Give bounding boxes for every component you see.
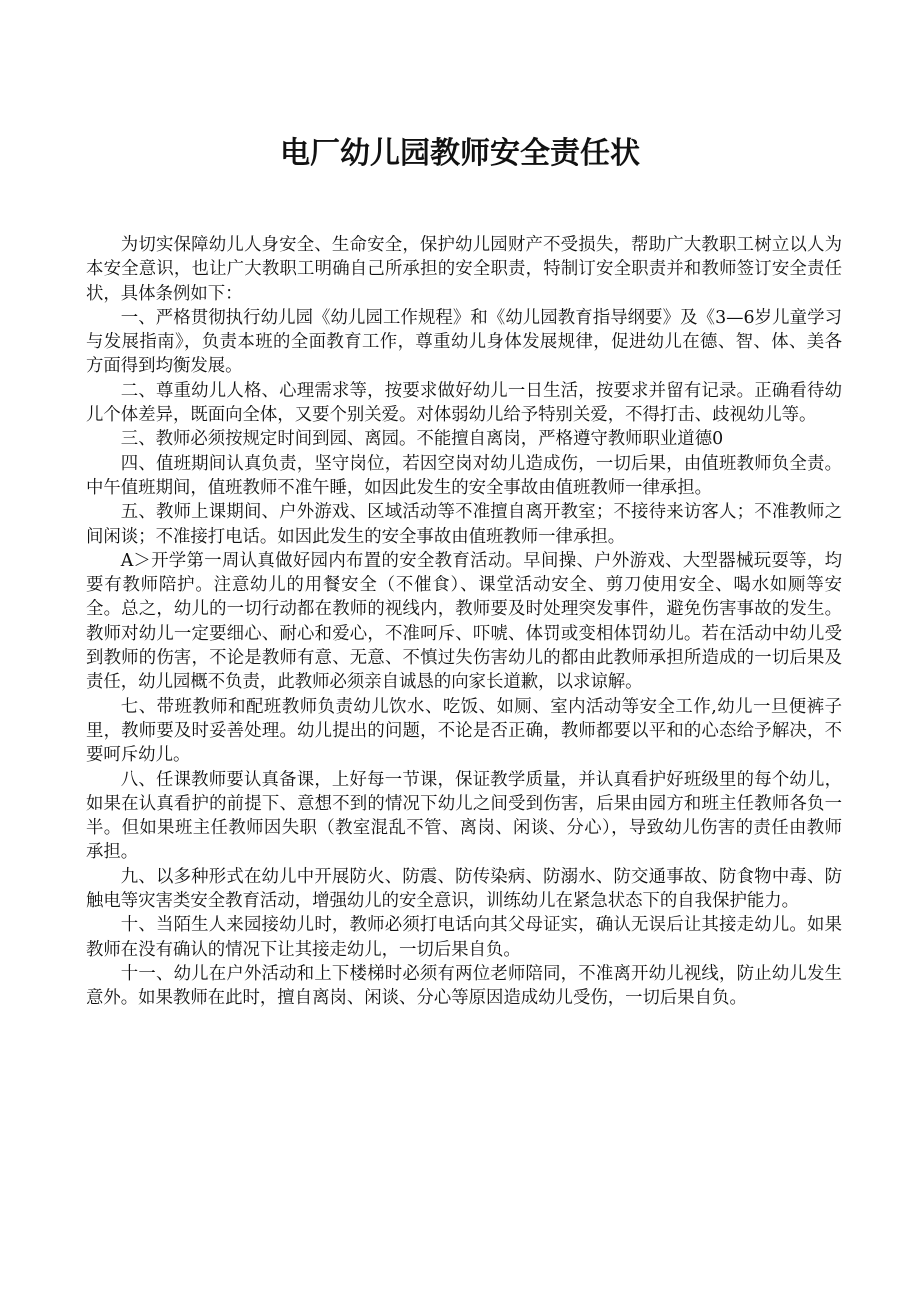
paragraph-10: 十、当陌生人来园接幼儿时，教师必须打电话向其父母证实，确认无误后让其接走幼儿。如果教师在没有确认的情况下让其接走幼儿，一切后果自负。 bbox=[86, 915, 842, 960]
paragraph-2: 二、尊重幼儿人格、心理需求等，按要求做好幼儿一日生活，按要求并留有记录。正确看待幼儿个体差异，既面向全体，又要个别关爱。对体弱幼儿给予特别关爱，不得打击、歧视幼儿等。 bbox=[86, 380, 842, 426]
paragraph-4: 四、值班期间认真负责，坚守岗位，若因空岗对幼儿造成伤，一切后果，由值班教师负全责。中午值班期间，值班教师不准午睡，如因此发生的安全事故由值班教师一律承担。 bbox=[86, 453, 842, 498]
paragraph-3: 三、教师必须按规定时间到园、离园。不能擅自离岗，严格遵守教师职业道德0 bbox=[120, 429, 724, 450]
paragraph-intro: 为切实保障幼儿人身安全、生命安全，保护幼儿园财产不受损失，帮助广大教职工树立以人为本安全意识，也让广大教职工明确自己所承担的安全职责，特制订安全职责并和教师签订安全责任状，具体条例如下： bbox=[86, 235, 842, 304]
paragraph-8: 八、任课教师要认真备课，上好每一节课，保证教学质量，并认真看护好班级里的每个幼儿，如果在认真看护的前提下、意想不到的情况下幼儿之间受到伤害，后果由园方和班主任教师各负一半。但如果班主任教师因失职（教室混乱不管、离岗、闲谈、分心），导致幼儿伤害的责任由教师承担。 bbox=[86, 769, 842, 863]
paragraph-9: 九、以多种形式在幼儿中开展防火、防震、防传染病、防溺水、防交通事故、防食物中毒、防触电等灾害类安全教育活动，增强幼儿的安全意识，训练幼儿在紧急状态下的自我保护能力。 bbox=[86, 866, 842, 912]
document-body bbox=[86, 233, 842, 1011]
paragraph-5: 五、教师上课期间、户外游戏、区域活动等不准擅自离开教室；不接待来访客人；不准教师之间闲谈；不准接打电话。如因此发生的安全事故由值班教师一律承担。 bbox=[86, 502, 842, 547]
paragraph-6: A＞开学第一周认真做好园内布置的安全教育活动。早间操、户外游戏、大型器械玩耍等，均要有教师陪护。注意幼儿的用餐安全（不催食）、课堂活动安全、剪刀使用安全、喝水如厕等安全。总之，幼儿的一切行动都在教师的视线内，教师要及时处理突发事件，避免伤害事故的发生。教师对幼儿一定要细心、耐心和爱心，不准呵斥、吓唬、体罚或变相体罚幼儿。若在活动中幼儿受到教师的伤害，不论是教师有意、无意、不慎过失伤害幼儿的都由此教师承担所造成的一切后果及责任，幼儿园概不负责，此教师必须亲自诚恳的向家长道歉，以求谅解。 bbox=[86, 550, 842, 693]
paragraph-1: 一、严格贯彻执行幼儿园《幼儿园工作规程》和《幼儿园教育指导纲要》及《3—6岁儿童学习与发展指南》，负责本班的全面教育工作，尊重幼儿身体发展规律，促进幼儿在德、智、体、美各方面得到均衡发展。 bbox=[86, 307, 842, 377]
paragraph-11: 十一、幼儿在户外活动和上下楼梯时必须有两位老师陪同，不准离开幼儿视线，防止幼儿发生意外。如果教师在此时，擅自离岗、闲谈、分心等原因造成幼儿受伤，一切后果自负。 bbox=[86, 963, 842, 1009]
paragraph-7: 七、带班教师和配班教师负责幼儿饮水、吃饭、如厕、室内活动等安全工作,幼儿一旦便裤子里，教师要及时妥善处理。幼儿提出的问题，不论是否正确，教师都要以平和的心态给予解决，不要呵斥幼儿。 bbox=[86, 696, 842, 766]
document-title: 电厂幼儿园教师安全责任状 bbox=[280, 136, 640, 171]
